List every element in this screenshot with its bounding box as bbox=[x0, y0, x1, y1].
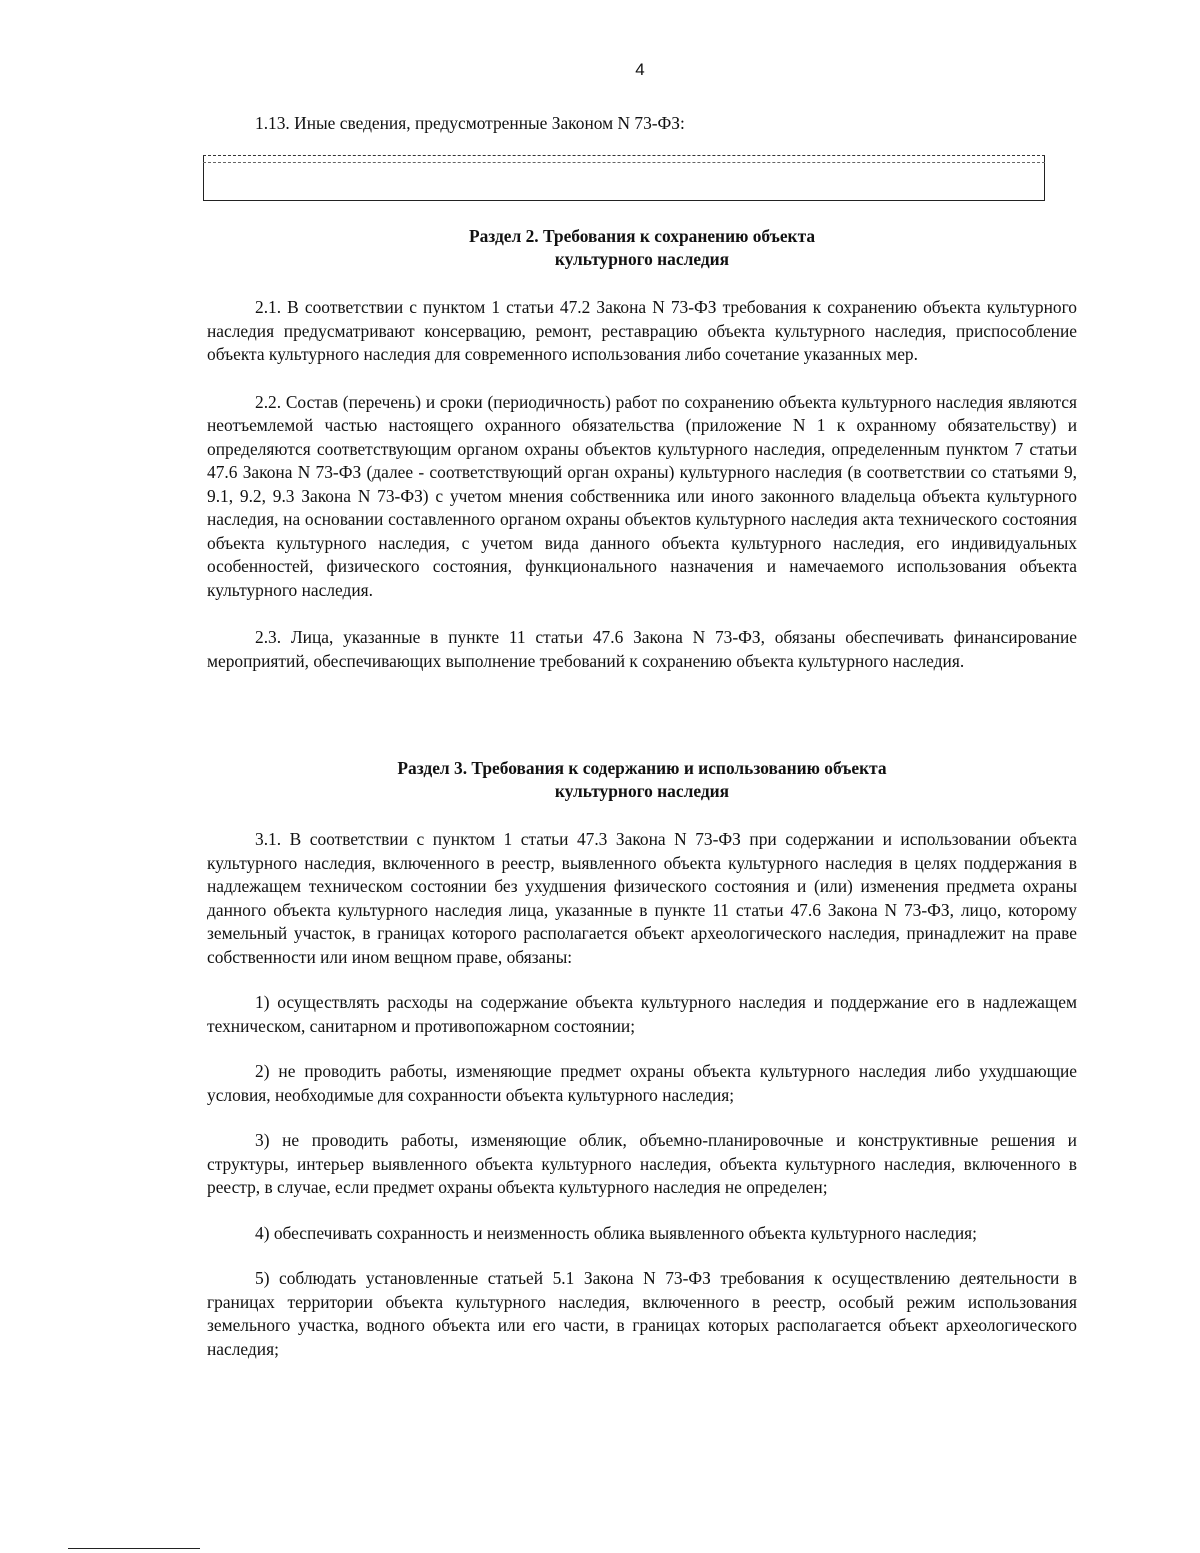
list-item: 5) соблюдать установленные статьей 5.1 Закона N 73-ФЗ требования к осуществлению деятельности в границах территории объекта культурного наследия, включенного в реестр, особый режим использования земельного участка, водного объекта или его части, в границах которых располагается объект археологического наследия; bbox=[207, 1268, 1077, 1359]
list-item: 4) обеспечивать сохранность и неизменность облика выявленного объекта культурного наследия; bbox=[255, 1222, 977, 1243]
list-item: 1) осуществлять расходы на содержание объекта культурного наследия и поддержание его в надлежащем техническом, санитарном и противопожарном состоянии; bbox=[207, 992, 1077, 1036]
paragraph-2-3: 2.3. Лица, указанные в пункте 11 статьи 47.6 Закона N 73-ФЗ, обязаны обеспечивать финансирование мероприятий, обеспечивающих выполнение требований к сохранению объекта культурного наследия. bbox=[207, 627, 1077, 671]
section-3 bbox=[207, 757, 1077, 1361]
page-number: 4 bbox=[635, 60, 645, 79]
section-3-title-line1: Раздел 3. Требования к содержанию и использованию объекта bbox=[397, 758, 887, 778]
item-1-13-text: 1.13. Иные сведения, предусмотренные Законом N 73-ФЗ: bbox=[255, 113, 685, 133]
field-dashed-line bbox=[203, 162, 1045, 163]
section-2 bbox=[207, 225, 1077, 673]
footnote-separator bbox=[68, 1548, 200, 1549]
section-3-heading bbox=[207, 757, 1077, 803]
paragraph-3-1: 3.1. В соответствии с пунктом 1 статьи 47.3 Закона N 73-ФЗ при содержании и использовании объекта культурного наследия, включенного в реестр, выявленного объекта культурного наследия в целях поддержания в надлежащем техническом состоянии без ухудшения физического состояния и (или) изменения предмета охраны данного объекта культурного наследия лица, указанные в пункте 11 статьи 47.6 Закона N 73-ФЗ, лицо, которому земельный участок, в границах которого располагается объект археологического наследия, принадлежит на праве собственности или ином вещном праве, обязаны: bbox=[207, 829, 1077, 967]
paragraph-2-1: 2.1. В соответствии с пунктом 1 статьи 47.2 Закона N 73-ФЗ требования к сохранению объекта культурного наследия предусматривают консервацию, ремонт, реставрацию объекта культурного наследия, приспособление объекта культурного наследия для современного использования либо сочетание указанных мер. bbox=[207, 297, 1077, 364]
list-item: 2) не проводить работы, изменяющие предмет охраны объекта культурного наследия либо ухудшающие условия, необходимые для сохранности объекта культурного наследия; bbox=[207, 1061, 1077, 1105]
section-3-title-line2: культурного наследия bbox=[554, 781, 730, 801]
other-info-field bbox=[203, 155, 1045, 201]
section-2-title-line2: культурного наследия bbox=[554, 249, 730, 269]
field-dashed-top bbox=[203, 155, 1045, 156]
field-bottom-line bbox=[203, 200, 1045, 201]
item-1-13-block bbox=[207, 112, 1077, 136]
paragraph-2-2: 2.2. Состав (перечень) и сроки (периодичность) работ по сохранению объекта культурного наследия являются неотъемлемой частью настоящего охранного обязательства (приложение N 1 к охранному обязательству) и определяются соответствующим органом охраны объектов культурного наследия, определенным пунктом 7 статьи 47.6 Закона N 73-ФЗ (далее - соответствующий орган охраны) культурного наследия (в соответствии со статьями 9, 9.1, 9.2, 9.3 Закона N 73-ФЗ) с учетом мнения собственника или иного законного владельца объекта культурного наследия, на основании составленного органом охраны объектов культурного наследия акта технического состояния объекта культурного наследия, с учетом вида данного объекта культурного наследия, его индивидуальных особенностей, физического состояния, функционального назначения и намечаемого использования объекта культурного наследия. bbox=[207, 391, 1077, 600]
section-2-title-line1: Раздел 2. Требования к сохранению объекта bbox=[468, 226, 816, 246]
section-2-heading bbox=[207, 225, 1077, 271]
list-item: 3) не проводить работы, изменяющие облик, объемно-планировочные и конструктивные решения и структуры, интерьер выявленного объекта культурного наследия, объекта культурного наследия, включенного в реестр, в случае, если предмет охраны объекта культурного наследия не определен; bbox=[207, 1130, 1077, 1197]
